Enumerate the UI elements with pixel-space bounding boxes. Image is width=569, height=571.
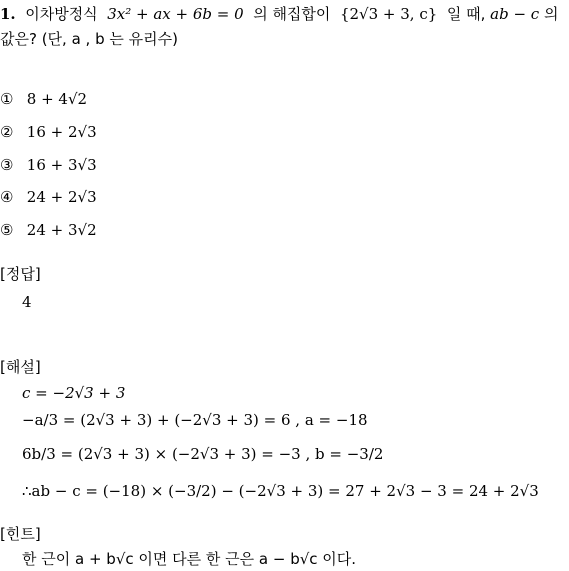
question-text-c: 일 때, [446,5,486,23]
explanation-line-4: ∴ab − c = (−18) × (−3/2) − (−2√3 + 3) = 27 + 2√3 − 3 = 24 + 2√3 [22,482,539,500]
choice-mark: ④ [0,188,14,206]
hint-text: 한 근이 a + b√c 이면 다른 한 근은 a − b√c 이다. [22,550,357,568]
choice-2[interactable] [0,122,97,142]
question-line-2: 값은? (단, a , b 는 유리수) [0,30,178,48]
choice-1[interactable] [0,89,87,109]
question-solution-set: {2√3 + 3, c} [339,5,438,23]
choice-mark: ① [0,90,14,108]
choice-4[interactable] [0,187,97,207]
hint-heading: [힌트] [0,525,41,543]
choice-mark: ③ [0,156,14,174]
answer-heading: [정답] [0,265,41,283]
choice-text: 16 + 3√3 [26,156,97,174]
question-number: 1. [0,5,16,23]
question-expression: ab − c [490,5,540,23]
choice-text: 24 + 3√2 [26,221,97,239]
explanation-line-1: c = −2√3 + 3 [22,384,126,402]
question-line-1 [0,4,558,24]
question-text-a: 이차방정식 [25,5,98,23]
choice-mark: ⑤ [0,221,14,239]
question-equation: 3x² + ax + 6b = 0 [107,5,244,23]
explanation-line-2: −a/3 = (2√3 + 3) + (−2√3 + 3) = 6 , a = −18 [22,411,368,429]
answer-value: 4 [22,293,32,311]
choice-text: 16 + 2√3 [26,123,97,141]
choice-5[interactable] [0,220,97,240]
choice-text: 8 + 4√2 [26,90,88,108]
explanation-heading: [해설] [0,358,41,376]
choice-3[interactable] [0,155,97,175]
explanation-line-3: 6b/3 = (2√3 + 3) × (−2√3 + 3) = −3 , b = −3/2 [22,445,384,463]
choice-mark: ② [0,123,14,141]
question-text-d: 의 [543,5,559,23]
choice-text: 24 + 2√3 [26,188,97,206]
question-text-b: 의 해집합이 [253,5,331,23]
